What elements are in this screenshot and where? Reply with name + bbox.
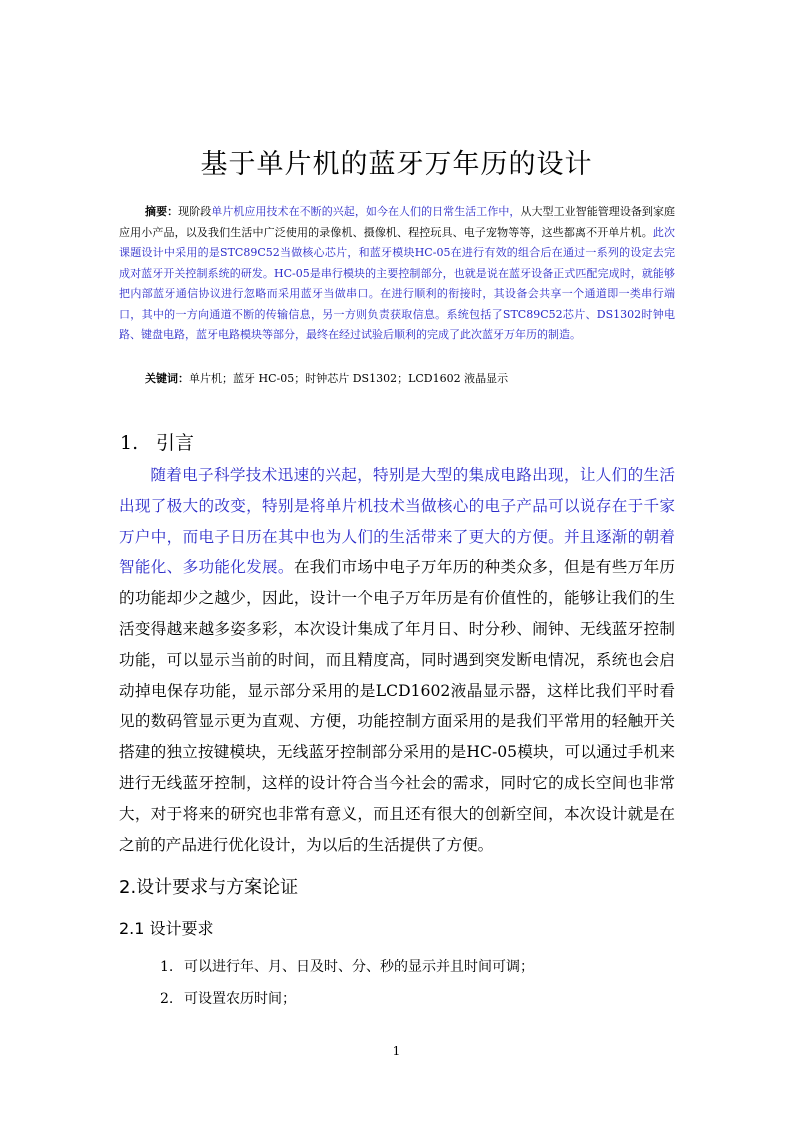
section-1-heading	[120, 428, 194, 455]
section-2-heading: 2.设计要求与方案论证	[119, 877, 299, 898]
requirement-text: 可设置农历时间；	[184, 991, 296, 1007]
abstract-text-1: 现阶段	[178, 205, 212, 218]
keywords	[145, 370, 508, 386]
page-number: 1	[392, 1044, 401, 1058]
intro-text: 在我们市场中电子万年历的种类众多，但是有些万年历的功能却少之越少，因此，设计一个电子万年历是有价值性的，能够让我们的生活变得越来越多姿多彩，本次设计集成了年月日、时分秒、闹钟、无线蓝牙控制功能，可以显示当前的时间，而且精度高，同时遇到突发断电情况，系统也会启动掉电保存功能，显示部分采用的是LCD1602液晶显示器，这样比我们平时看见的数码管显示更为直观、方便，功能控制方面采用的是我们平常用的轻触开关搭建的独立按键模块，无线蓝牙控制部分采用的是HC-05模块，可以通过手机来进行无线蓝牙控制，这样的设计符合当今社会的需求，同时它的成长空间也非常大，对于将来的研究也非常有意义，而且还有很大的创新空间，本次设计就是在之前的产品进行优化设计，为以后的生活提供了方便。	[119, 558, 675, 854]
keywords-label: 关键词：	[145, 372, 189, 385]
intro-text-blue: 随着电子科学技术迅速的兴起，特别是大型的集成电路出现，让人们的生活出现了极大的改变，特别是将单片机技术当做核心的电子产品可以说存在于千家万户中，而电子日历在其中也为人们的生活带来了更大的方便。并且逐渐的朝着智能化、多功能化发展。	[119, 466, 675, 577]
section-1-number: 1.	[120, 432, 139, 454]
requirement-item	[160, 988, 296, 1008]
requirement-text: 可以进行年、月、日及时、分、秒的显示并且时间可调；	[184, 959, 534, 975]
abstract-label: 摘要：	[145, 205, 179, 218]
abstract-text-4: 此次课题设计中采用的是STC89C52当做核心芯片，和蓝牙模块HC-05在进行有效的组合后在通过一系列的设定去完成对蓝牙开关控制系统的研发。HC-05是串行模块的主要控制部分，也就是说在蓝牙设备正式匹配完成时，就能够把内部蓝牙通信协议进行忽略而采用蓝牙当做串口。在进行顺利的衔接时，其设备会共享一个通道即一类串行端口，其中的一方向通道不断的传输信息，另一方则负责获取信息。系统包括了STC89C52芯片、DS1302时钟电路、键盘电路，蓝牙电路模块等部分，最终在经过试验后顺利的完成了此次蓝牙万年历的制造。	[119, 225, 675, 341]
abstract	[119, 202, 675, 346]
section-1-paragraph	[119, 460, 675, 860]
abstract-text-2: 单片机应用技术在不断的兴起，如今在人们的日常生活工作中，	[211, 205, 521, 218]
abstract-text-3: 从大型工业智能管理设备到家庭应用小产品，以及我们生活中广泛使用的录像机、摄像机、程控玩具、电子宠物等等，这些都离不开单片机。	[119, 205, 676, 239]
section-2-1-heading: 2.1 设计要求	[119, 919, 214, 938]
requirement-item	[160, 956, 534, 976]
requirement-number: 1.	[160, 959, 174, 975]
document-title: 基于单片机的蓝牙万年历的设计	[200, 149, 593, 180]
keywords-text: 单片机；蓝牙 HC-05；时钟芯片 DS1302；LCD1602 液晶显示	[189, 372, 509, 385]
section-1-title: 引言	[156, 432, 195, 454]
requirement-number: 2.	[160, 991, 174, 1007]
